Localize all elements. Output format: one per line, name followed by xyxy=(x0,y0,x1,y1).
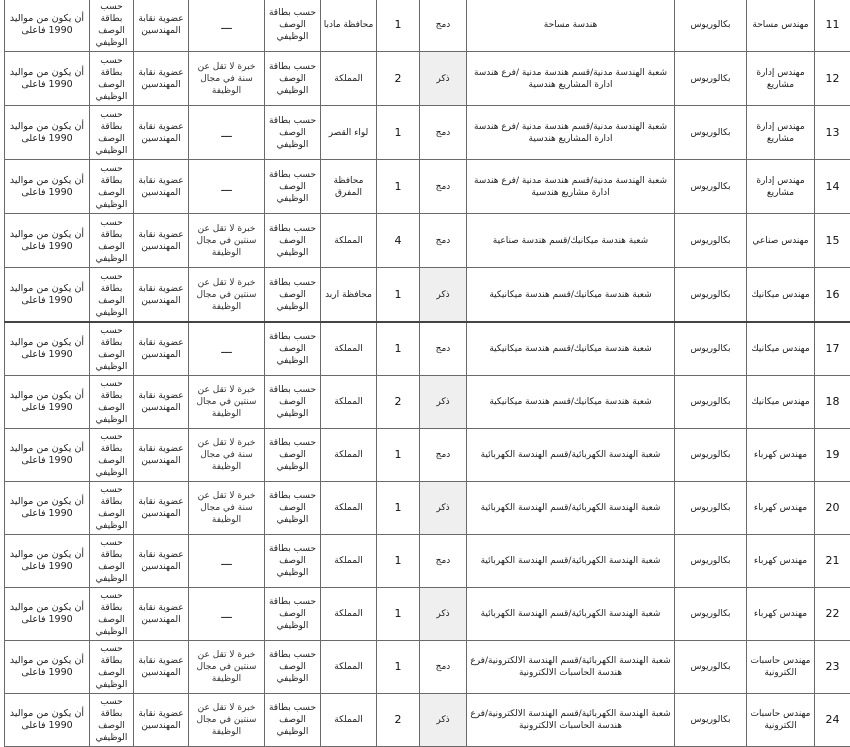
row-number-cell: 23 xyxy=(815,641,850,694)
job-card-requirement-secondary-cell: حسب بطاقة الوصف الوظيفي xyxy=(90,588,134,641)
experience-cell: خبرة لا تقل عن سنة في مجال الوظيفة xyxy=(189,429,265,482)
location-cell: محافظة مادبا xyxy=(321,0,377,52)
job-card-requirement-secondary-cell: حسب بطاقة الوصف الوظيفي xyxy=(90,52,134,106)
row-number-cell: 18 xyxy=(815,376,850,429)
membership-cell: عضوية نقابة المهندسين xyxy=(134,160,189,214)
job-card-requirement-cell: حسب بطاقة الوصف الوظيفي xyxy=(265,214,321,268)
job-card-requirement-cell: حسب بطاقة الوصف الوظيفي xyxy=(265,535,321,588)
job-card-requirement-secondary-cell: حسب بطاقة الوصف الوظيفي xyxy=(90,694,134,747)
position-count-cell: 1 xyxy=(377,482,420,535)
age-requirement-cell: أن يكون من مواليد 1990 فاعلى xyxy=(5,694,90,747)
degree-cell: بكالوريوس xyxy=(675,535,747,588)
job-card-requirement-cell: حسب بطاقة الوصف الوظيفي xyxy=(265,429,321,482)
job-card-requirement-cell: حسب بطاقة الوصف الوظيفي xyxy=(265,588,321,641)
membership-cell: عضوية نقابة المهندسين xyxy=(134,482,189,535)
job-title-cell: مهندس صناعي xyxy=(747,214,815,268)
specialization-cell: شعبة الهندسة الكهربائية/قسم الهندسة الكهربائية xyxy=(467,588,675,641)
row-number-cell: 17 xyxy=(815,322,850,376)
membership-cell: عضوية نقابة المهندسين xyxy=(134,641,189,694)
table-row xyxy=(5,0,850,52)
position-count-cell: 1 xyxy=(377,535,420,588)
gender-cell: دمج xyxy=(420,429,467,482)
age-requirement-cell: أن يكون من مواليد 1990 فاعلى xyxy=(5,322,90,376)
membership-cell: عضوية نقابة المهندسين xyxy=(134,429,189,482)
gender-cell: ذكر xyxy=(420,588,467,641)
age-requirement-cell: أن يكون من مواليد 1990 فاعلى xyxy=(5,429,90,482)
row-number-cell: 13 xyxy=(815,106,850,160)
age-requirement-cell: أن يكون من مواليد 1990 فاعلى xyxy=(5,535,90,588)
age-requirement-cell: أن يكون من مواليد 1990 فاعلى xyxy=(5,376,90,429)
job-title-cell: مهندس ميكانيك xyxy=(747,322,815,376)
location-cell: المملكة xyxy=(321,482,377,535)
job-title-cell: مهندس إدارة مشاريع xyxy=(747,52,815,106)
location-cell: المملكة xyxy=(321,694,377,747)
row-number-cell: 12 xyxy=(815,52,850,106)
age-requirement-cell: أن يكون من مواليد 1990 فاعلى xyxy=(5,268,90,323)
job-title-cell: مهندس حاسبات الكترونية xyxy=(747,641,815,694)
job-card-requirement-secondary-cell: حسب بطاقة الوصف الوظيفي xyxy=(90,160,134,214)
table-row xyxy=(5,322,850,376)
location-cell: المملكة xyxy=(321,52,377,106)
job-title-cell: مهندس كهرباء xyxy=(747,588,815,641)
experience-cell: ـــ xyxy=(189,160,265,214)
table-row xyxy=(5,429,850,482)
degree-cell: بكالوريوس xyxy=(675,0,747,52)
gender-cell: دمج xyxy=(420,106,467,160)
table-row xyxy=(5,106,850,160)
specialization-cell: شعبة هندسة ميكانيك/قسم هندسة ميكانيكية xyxy=(467,268,675,323)
location-cell: المملكة xyxy=(321,376,377,429)
job-card-requirement-cell: حسب بطاقة الوصف الوظيفي xyxy=(265,482,321,535)
row-number-cell: 16 xyxy=(815,268,850,323)
gender-cell: دمج xyxy=(420,322,467,376)
row-number-cell: 15 xyxy=(815,214,850,268)
specialization-cell: شعبة الهندسة الكهربائية/قسم الهندسة الالكترونية/فرع هندسة الحاسبات الالكترونية xyxy=(467,694,675,747)
specialization-cell: شعبة الهندسة مدنية/قسم هندسة مدنية /فرع هندسة ادارة المشاريع هندسية xyxy=(467,52,675,106)
position-count-cell: 1 xyxy=(377,0,420,52)
row-number-cell: 24 xyxy=(815,694,850,747)
job-title-cell: مهندس إدارة مشاريع xyxy=(747,160,815,214)
experience-cell: ـــ xyxy=(189,0,265,52)
location-cell: لواء القصر xyxy=(321,106,377,160)
experience-cell: خبرة لا تقل عن سنتين في مجال الوظيفة xyxy=(189,214,265,268)
position-count-cell: 1 xyxy=(377,106,420,160)
table-row xyxy=(5,268,850,323)
location-cell: المملكة xyxy=(321,429,377,482)
gender-cell: ذكر xyxy=(420,268,467,323)
job-card-requirement-secondary-cell: حسب بطاقة الوصف الوظيفي xyxy=(90,482,134,535)
degree-cell: بكالوريوس xyxy=(675,322,747,376)
job-card-requirement-cell: حسب بطاقة الوصف الوظيفي xyxy=(265,160,321,214)
experience-cell: خبرة لا تقل عن سنتين في مجال الوظيفة xyxy=(189,268,265,323)
gender-cell: دمج xyxy=(420,641,467,694)
gender-cell: ذكر xyxy=(420,694,467,747)
experience-cell: ـــ xyxy=(189,588,265,641)
job-title-cell: مهندس مساحة xyxy=(747,0,815,52)
location-cell: المملكة xyxy=(321,641,377,694)
table-row xyxy=(5,641,850,694)
job-title-cell: مهندس كهرباء xyxy=(747,429,815,482)
degree-cell: بكالوريوس xyxy=(675,214,747,268)
job-title-cell: مهندس ميكانيك xyxy=(747,268,815,323)
job-card-requirement-secondary-cell: حسب بطاقة الوصف الوظيفي xyxy=(90,535,134,588)
position-count-cell: 1 xyxy=(377,641,420,694)
degree-cell: بكالوريوس xyxy=(675,641,747,694)
position-count-cell: 2 xyxy=(377,52,420,106)
job-title-cell: مهندس كهرباء xyxy=(747,482,815,535)
table-row xyxy=(5,160,850,214)
membership-cell: عضوية نقابة المهندسين xyxy=(134,52,189,106)
membership-cell: عضوية نقابة المهندسين xyxy=(134,535,189,588)
specialization-cell: شعبة الهندسة الكهربائية/قسم الهندسة الكهربائية xyxy=(467,482,675,535)
table-row xyxy=(5,214,850,268)
experience-cell: خبرة لا تقل عن سنة في مجال الوظيفة xyxy=(189,52,265,106)
specialization-cell: شعبة الهندسة الكهربائية/قسم الهندسة الكهربائية xyxy=(467,535,675,588)
job-card-requirement-cell: حسب بطاقة الوصف الوظيفي xyxy=(265,322,321,376)
table-row xyxy=(5,376,850,429)
table-row xyxy=(5,482,850,535)
position-count-cell: 1 xyxy=(377,160,420,214)
degree-cell: بكالوريوس xyxy=(675,694,747,747)
job-card-requirement-secondary-cell: حسب بطاقة الوصف الوظيفي xyxy=(90,429,134,482)
degree-cell: بكالوريوس xyxy=(675,268,747,323)
position-count-cell: 4 xyxy=(377,214,420,268)
gender-cell: دمج xyxy=(420,0,467,52)
experience-cell: خبرة لا تقل عن سنتين في مجال الوظيفة xyxy=(189,641,265,694)
membership-cell: عضوية نقابة المهندسين xyxy=(134,0,189,52)
age-requirement-cell: أن يكون من مواليد 1990 فاعلى xyxy=(5,0,90,52)
age-requirement-cell: أن يكون من مواليد 1990 فاعلى xyxy=(5,641,90,694)
specialization-cell: شعبة الهندسة مدنية/قسم هندسة مدنية /فرع هندسة ادارة المشاريع هندسية xyxy=(467,106,675,160)
age-requirement-cell: أن يكون من مواليد 1990 فاعلى xyxy=(5,160,90,214)
position-count-cell: 2 xyxy=(377,376,420,429)
membership-cell: عضوية نقابة المهندسين xyxy=(134,694,189,747)
experience-cell: خبرة لا تقل عن سنة في مجال الوظيفة xyxy=(189,482,265,535)
age-requirement-cell: أن يكون من مواليد 1990 فاعلى xyxy=(5,482,90,535)
job-card-requirement-cell: حسب بطاقة الوصف الوظيفي xyxy=(265,106,321,160)
job-title-cell: مهندس حاسبات الكترونية xyxy=(747,694,815,747)
jobs-table-body xyxy=(5,0,850,747)
row-number-cell: 19 xyxy=(815,429,850,482)
specialization-cell: شعبة الهندسة الكهربائية/قسم الهندسة الكهربائية xyxy=(467,429,675,482)
experience-cell: خبرة لا تقل عن سنتين في مجال الوظيفة xyxy=(189,376,265,429)
degree-cell: بكالوريوس xyxy=(675,106,747,160)
job-title-cell: مهندس كهرباء xyxy=(747,535,815,588)
job-card-requirement-secondary-cell: حسب بطاقة الوصف الوظيفي xyxy=(90,322,134,376)
specialization-cell: شعبة هندسة ميكانيك/قسم هندسة صناعية xyxy=(467,214,675,268)
row-number-cell: 22 xyxy=(815,588,850,641)
specialization-cell: شعبة الهندسة الكهربائية/قسم الهندسة الالكترونية/فرع هندسة الحاسبات الالكترونية xyxy=(467,641,675,694)
row-number-cell: 11 xyxy=(815,0,850,52)
location-cell: المملكة xyxy=(321,588,377,641)
position-count-cell: 1 xyxy=(377,322,420,376)
job-card-requirement-cell: حسب بطاقة الوصف الوظيفي xyxy=(265,376,321,429)
job-card-requirement-cell: حسب بطاقة الوصف الوظيفي xyxy=(265,641,321,694)
job-card-requirement-cell: حسب بطاقة الوصف الوظيفي xyxy=(265,268,321,323)
membership-cell: عضوية نقابة المهندسين xyxy=(134,268,189,323)
experience-cell: ـــ xyxy=(189,322,265,376)
gender-cell: دمج xyxy=(420,214,467,268)
age-requirement-cell: أن يكون من مواليد 1990 فاعلى xyxy=(5,52,90,106)
table-row xyxy=(5,588,850,641)
table-row xyxy=(5,535,850,588)
experience-cell: خبرة لا تقل عن سنتين في مجال الوظيفة xyxy=(189,694,265,747)
job-card-requirement-secondary-cell: حسب بطاقة الوصف الوظيفي xyxy=(90,106,134,160)
membership-cell: عضوية نقابة المهندسين xyxy=(134,376,189,429)
position-count-cell: 1 xyxy=(377,268,420,323)
gender-cell: ذكر xyxy=(420,52,467,106)
row-number-cell: 20 xyxy=(815,482,850,535)
specialization-cell: شعبة هندسة ميكانيك/قسم هندسة ميكانيكية xyxy=(467,376,675,429)
degree-cell: بكالوريوس xyxy=(675,429,747,482)
age-requirement-cell: أن يكون من مواليد 1990 فاعلى xyxy=(5,588,90,641)
specialization-cell: هندسة مساحة xyxy=(467,0,675,52)
gender-cell: دمج xyxy=(420,535,467,588)
row-number-cell: 21 xyxy=(815,535,850,588)
job-title-cell: مهندس ميكانيك xyxy=(747,376,815,429)
membership-cell: عضوية نقابة المهندسين xyxy=(134,214,189,268)
job-card-requirement-secondary-cell: حسب بطاقة الوصف الوظيفي xyxy=(90,641,134,694)
degree-cell: بكالوريوس xyxy=(675,588,747,641)
experience-cell: ـــ xyxy=(189,106,265,160)
degree-cell: بكالوريوس xyxy=(675,160,747,214)
membership-cell: عضوية نقابة المهندسين xyxy=(134,106,189,160)
position-count-cell: 1 xyxy=(377,429,420,482)
location-cell: المملكة xyxy=(321,322,377,376)
location-cell: المملكة xyxy=(321,535,377,588)
row-number-cell: 14 xyxy=(815,160,850,214)
table-row xyxy=(5,52,850,106)
location-cell: محافظة المفرق xyxy=(321,160,377,214)
table-row xyxy=(5,694,850,747)
membership-cell: عضوية نقابة المهندسين xyxy=(134,588,189,641)
age-requirement-cell: أن يكون من مواليد 1990 فاعلى xyxy=(5,106,90,160)
jobs-table xyxy=(4,0,850,747)
specialization-cell: شعبة هندسة ميكانيك/قسم هندسة ميكانيكية xyxy=(467,322,675,376)
job-title-cell: مهندس إدارة مشاريع xyxy=(747,106,815,160)
gender-cell: دمج xyxy=(420,160,467,214)
specialization-cell: شعبة الهندسة مدنية/قسم هندسة مدنية /فرع هندسة ادارة مشاريع هندسية xyxy=(467,160,675,214)
degree-cell: بكالوريوس xyxy=(675,482,747,535)
degree-cell: بكالوريوس xyxy=(675,376,747,429)
location-cell: محافظة اربد xyxy=(321,268,377,323)
gender-cell: ذكر xyxy=(420,376,467,429)
experience-cell: ـــ xyxy=(189,535,265,588)
job-card-requirement-secondary-cell: حسب بطاقة الوصف الوظيفي xyxy=(90,214,134,268)
job-card-requirement-secondary-cell: حسب بطاقة الوصف الوظيفي xyxy=(90,0,134,52)
age-requirement-cell: أن يكون من مواليد 1990 فاعلى xyxy=(5,214,90,268)
location-cell: المملكة xyxy=(321,214,377,268)
membership-cell: عضوية نقابة المهندسين xyxy=(134,322,189,376)
position-count-cell: 1 xyxy=(377,588,420,641)
job-card-requirement-secondary-cell: حسب بطاقة الوصف الوظيفي xyxy=(90,268,134,323)
job-card-requirement-cell: حسب بطاقة الوصف الوظيفي xyxy=(265,52,321,106)
job-card-requirement-secondary-cell: حسب بطاقة الوصف الوظيفي xyxy=(90,376,134,429)
job-card-requirement-cell: حسب بطاقة الوصف الوظيفي xyxy=(265,0,321,52)
gender-cell: ذكر xyxy=(420,482,467,535)
job-card-requirement-cell: حسب بطاقة الوصف الوظيفي xyxy=(265,694,321,747)
degree-cell: بكالوريوس xyxy=(675,52,747,106)
position-count-cell: 2 xyxy=(377,694,420,747)
